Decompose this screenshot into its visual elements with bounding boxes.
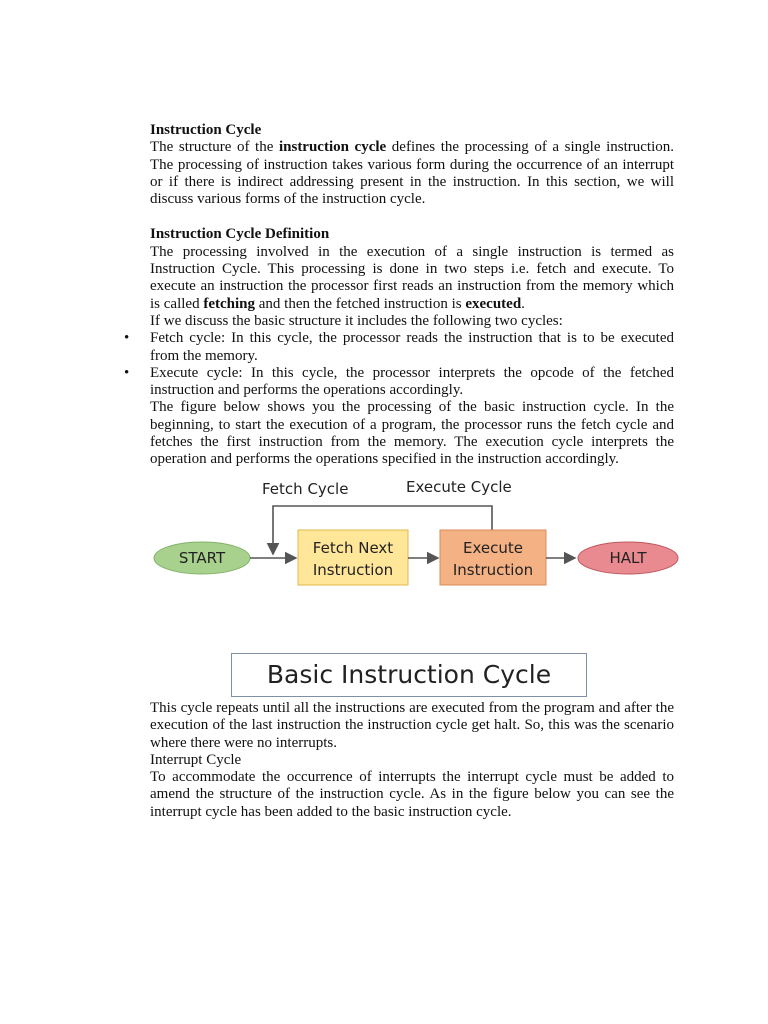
definition-bold-fetching: fetching (203, 295, 255, 312)
interrupt-cycle-heading: Interrupt Cycle (150, 751, 242, 768)
intro-text-end: defines the processing of a single instruction. The processing of instruction takes various form during the occurrence of an interrupt or if there is indirect addressing present in the instruction. In this section, we will discuss various forms of the instruction cycle. (150, 139, 674, 208)
intro-text-start: The structure of the (150, 139, 279, 156)
bullet-marker: • (124, 330, 130, 347)
list-item-text: Fetch cycle: In this cycle, the processor reads the instruction that is to be executed from the memory. (150, 330, 674, 364)
definition-text-start: The processing involved in the execution of a single instruction is termed as Instruction Cycle. This processing is done in two steps i.e. fetch and execute. To execute an instruction the processor first reads an instruction from the memory which is called (150, 243, 674, 312)
figure-description: The figure below shows you the processing of the basic instruction cycle. In the beginning, to start the execution of a program, the processor runs the fetch cycle and fetches the first instruction from the memory. The execution cycle interprets the operation and performs the operations specified in the instruction accordingly. (150, 399, 674, 468)
document-body (124, 122, 674, 469)
fetch-box-line1: Fetch Next (312, 539, 394, 557)
cycles-list (124, 330, 674, 399)
cycles-intro: If we discuss the basic structure it includes the following two cycles: (150, 312, 563, 329)
halt-paragraph: This cycle repeats until all the instructions are executed from the program and after the execution of the last instruction the instruction cycle get halt. So, this was the scenario where there were no interrupts. (150, 700, 674, 751)
figure-caption: Basic Instruction Cycle (231, 653, 587, 697)
list-item-text: Execute cycle: In this cycle, the processor interprets the opcode of the fetched instruction and performs the operations accordingly. (150, 364, 674, 399)
execute-cycle-label: Execute Cycle (406, 478, 512, 496)
instruction-cycle-diagram (150, 474, 682, 594)
list-item (124, 330, 674, 365)
execute-box-line2: Instruction (452, 561, 534, 579)
definition-bold-executed: executed (465, 295, 522, 312)
list-item (124, 364, 674, 400)
definition-paragraph (150, 244, 674, 313)
start-label: START (178, 549, 226, 567)
document-body-continued (150, 700, 674, 821)
section-heading-definition: Instruction Cycle Definition (150, 226, 330, 243)
execute-box-line1: Execute (463, 539, 523, 557)
interrupt-paragraph: To accommodate the occurrence of interrupts the interrupt cycle must be added to amend the structure of the instruction cycle. As in the figure below you can see the interrupt cycle has been added to the basic instruction cycle. (150, 769, 674, 820)
section-heading-instruction-cycle: Instruction Cycle (150, 122, 262, 138)
definition-text-mid: and then the fetched instruction is (255, 295, 466, 312)
intro-bold-term: instruction cycle (278, 139, 387, 156)
fetch-box-line2: Instruction (312, 561, 394, 579)
definition-text-end: . (521, 295, 525, 312)
diagram-svg (150, 474, 682, 594)
fetch-cycle-label: Fetch Cycle (262, 480, 349, 498)
halt-label: HALT (609, 549, 647, 567)
bullet-marker: • (124, 364, 130, 381)
intro-paragraph (150, 139, 674, 208)
